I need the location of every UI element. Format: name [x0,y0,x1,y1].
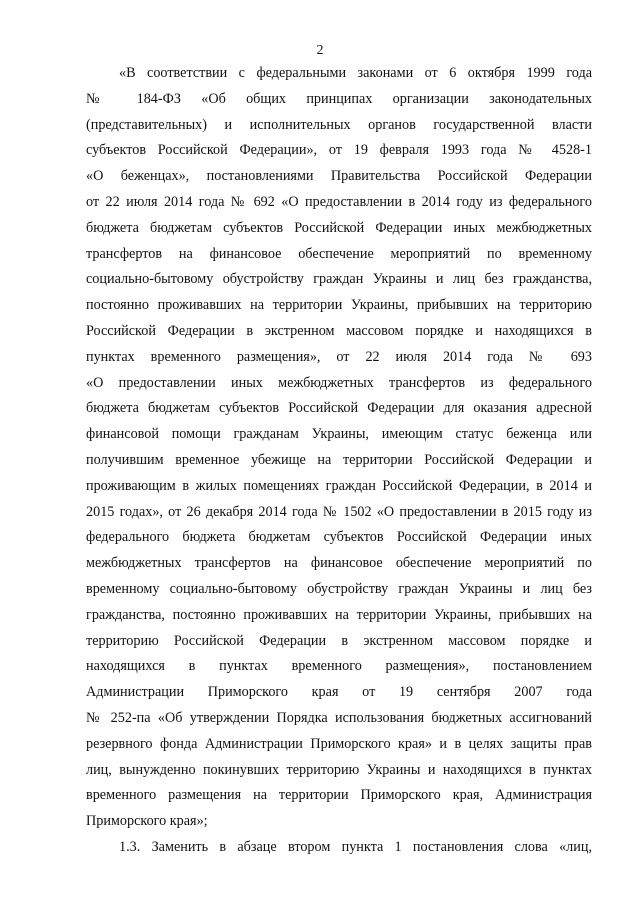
text-line: Российской Федерации в экстренном массовом порядке и находящихся в [86,322,592,339]
text-line: «В соответствии с федеральными законами от 6 октября 1999 года [119,65,592,81]
text-line: пунктах временного размещения», от 22 июля 2014 года № 693 [86,348,592,365]
text-line: трансфертов на финансовое обеспечение мероприятий по временному [86,245,592,262]
text-line: находящихся в пунктах временного размещения», постановлением [86,658,592,675]
page-number: 2 [316,43,324,58]
text-line: «О беженцах», постановлениями Правительства Российской Федерации [86,168,592,185]
text-line: «О предоставлении иных межбюджетных трансфертов из федерального [86,374,592,391]
text-line: (представительных) и исполнительных органов государственной власти [86,116,592,133]
text-line: 2015 годах», от 26 декабря 2014 года № 1502 «О предоставлении в 2015 году из [86,503,592,520]
text-line: федерального бюджета бюджетам субъектов Российской Федерации иных [86,529,592,546]
text-line: бюджета бюджетам субъектов Российской Федерации иных межбюджетных [86,219,592,236]
text-line: лиц, вынужденно покинувших территорию Украины и находящихся в пунктах [86,761,592,778]
text-line: временного размещения на территории Приморского края, Администрация [86,787,592,804]
text-line: от 22 июля 2014 года № 692 «О предоставлении в 2014 году из федерального [86,193,592,210]
text-line: проживающим в жилых помещениях граждан Российской Федерации, в 2014 и [86,477,592,494]
text-line: Приморского края»; [86,813,208,830]
text-line: межбюджетных трансфертов на финансовое обеспечение мероприятий по [86,555,592,572]
text-line: территорию Российской Федерации в экстренном массовом порядке и [86,632,592,649]
document-body [86,61,592,861]
text-line: получившим временное убежище на территории Российской Федерации и [86,451,592,468]
text-line: № 252-па «Об утверждении Порядка использования бюджетных ассигнований [86,709,592,726]
text-line: гражданства, постоянно проживавших на территории Украины, прибывших на [86,606,592,623]
text-line: № 184-ФЗ «Об общих принципах организации законодательных [86,90,592,107]
text-line: финансовой помощи гражданам Украины, имеющим статус беженца или [86,426,592,443]
text-line: резервного фонда Администрации Приморского края» и в целях защиты прав [86,735,592,752]
text-line: Администрации Приморского края от 19 сентября 2007 года [86,684,592,701]
text-line: постоянно проживавших на территории Украины, прибывших на территорию [86,297,592,314]
text-line: 1.3. Заменить в абзаце втором пункта 1 постановления слова «лиц, [119,838,592,855]
text-line: субъектов Российской Федерации», от 19 февраля 1993 года № 4528-1 [86,142,592,159]
text-line: бюджета бюджетам субъектов Российской Федерации для оказания адресной [86,400,592,417]
text-line: временному социально-бытовому обустройству граждан Украины и лиц без [86,580,592,597]
text-line: социально-бытовому обустройству граждан Украины и лиц без гражданства, [86,271,592,288]
